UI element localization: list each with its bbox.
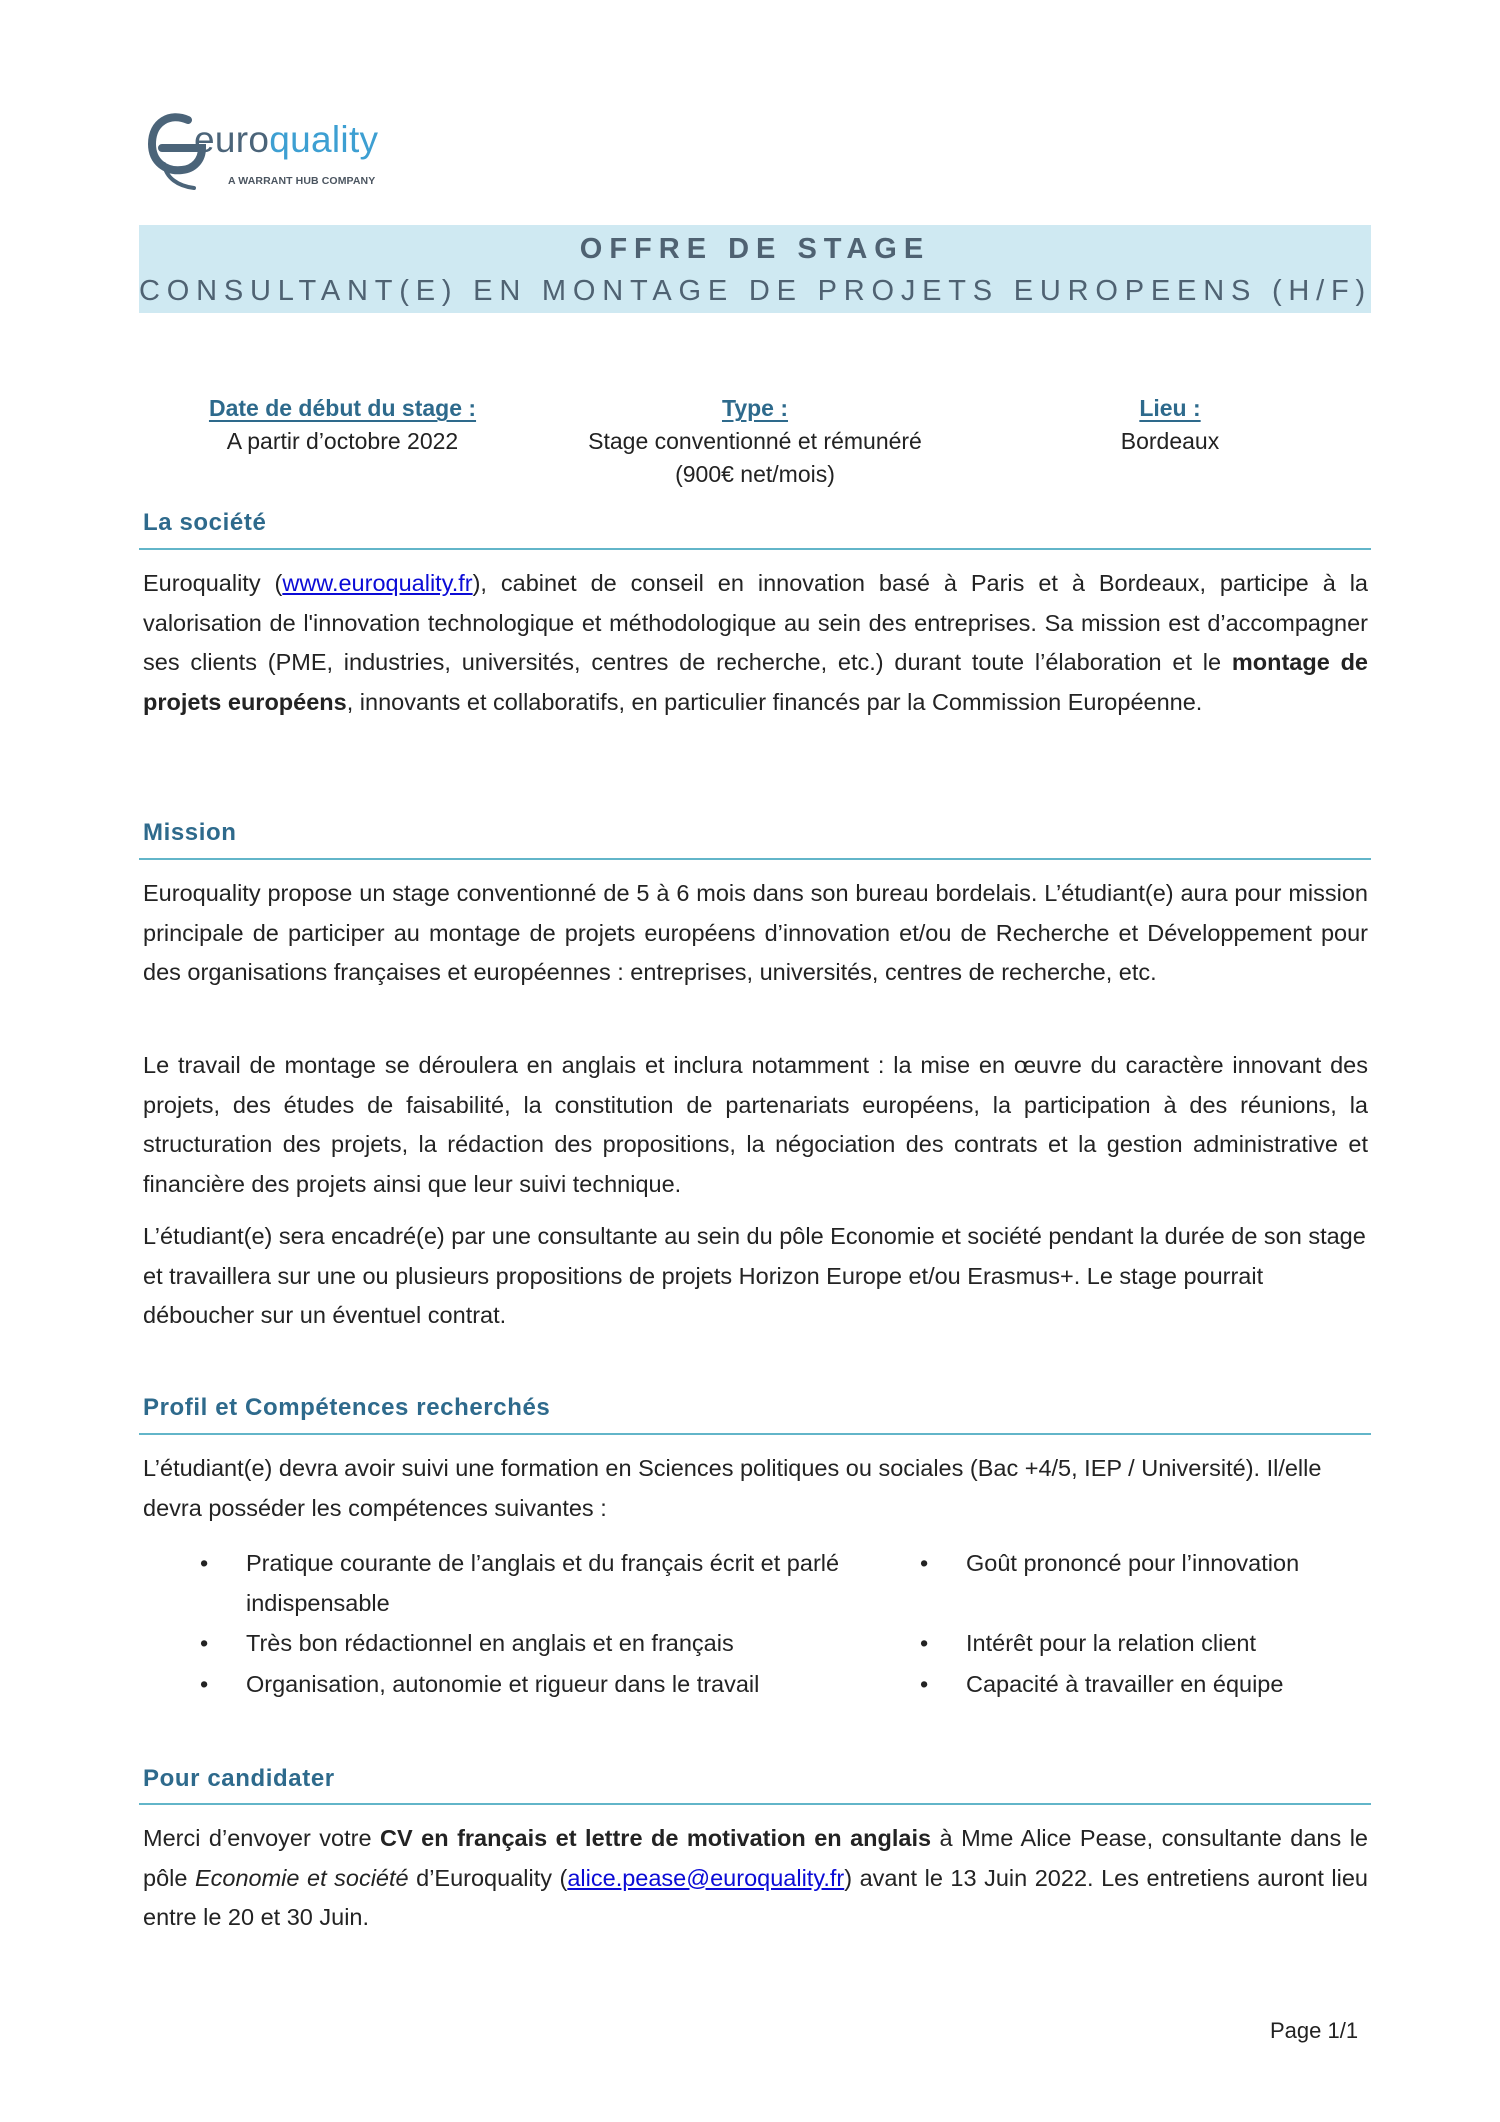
logo-quality-text: quality: [269, 119, 379, 160]
section-heading-societe: La société: [143, 509, 267, 536]
mission-paragraph-1: Euroquality propose un stage conventionné de 5 à 6 mois dans son bureau bordelais. L’étudiant(e) aura pour mission principale de participer au montage de projets européens d’innovation et/ou de Recherche et Développement pour des organisations françaises et européennes : entreprises, universités, centres de recherche, etc.: [143, 880, 1368, 985]
section-divider: [139, 548, 1371, 550]
bullet-icon: •: [920, 1550, 929, 1576]
website-link[interactable]: www.euroquality.fr: [282, 570, 473, 596]
text-run: , innovants et collaboratifs, en particulier financés par la Commission Européenne.: [346, 688, 1203, 715]
page-number: Page 1/1: [1270, 2018, 1359, 2043]
type-block: [545, 392, 965, 491]
italic-text: Economie et société: [194, 1864, 409, 1891]
offer-type-title: OFFRE DE STAGE: [579, 233, 931, 265]
location-block: [1040, 392, 1300, 458]
societe-paragraph: [143, 564, 1368, 722]
logo-wordmark: [194, 120, 378, 160]
section-heading-mission: Mission: [143, 819, 237, 846]
skill-text: Intérêt pour la relation client: [966, 1630, 1256, 1656]
location-value: Bordeaux: [1120, 428, 1220, 454]
salary-value: (900€ net/mois): [675, 461, 835, 487]
skill-text: Organisation, autonomie et rigueur dans le travail: [246, 1671, 760, 1697]
email-link[interactable]: alice.pease@euroquality.fr: [567, 1864, 845, 1891]
bullet-icon: •: [920, 1671, 929, 1697]
mission-paragraph-3: L’étudiant(e) sera encadré(e) par une consultante au sein du pôle Economie et société pendant la durée de son stage et travaillera sur une ou plusieurs propositions de projets Horizon Europe et/ou Erasmus+. Le stage pourrait déboucher sur un éventuel contrat.: [143, 1223, 1366, 1328]
text-run: ) avant le 13 Juin 2022. Les entretiens auront lieu entre le 20 et 30 Juin.: [143, 1864, 1368, 1930]
logo-tagline: A WARRANT HUB COMPANY: [228, 175, 376, 187]
text-run: à Mme Alice Pease, consultante dans le pôle: [143, 1825, 1368, 1891]
skill-text: Pratique courante de l’anglais et du français écrit et parlé indispensable: [246, 1550, 840, 1616]
type-label: Type :: [721, 395, 789, 421]
bold-text: montage de projets européens: [143, 649, 1368, 715]
type-value: Stage conventionné et rémunéré: [588, 428, 922, 454]
logo-euro-text: euro: [194, 119, 270, 160]
skills-list: [200, 1544, 1380, 1714]
text-run: d’Euroquality (: [408, 1864, 568, 1891]
text-run: Euroquality (: [143, 570, 283, 596]
skill-text: Capacité à travailler en équipe: [966, 1671, 1284, 1697]
start-date-block: [160, 392, 525, 458]
start-date-label: Date de début du stage :: [208, 395, 477, 421]
section-divider: [139, 858, 1371, 860]
bold-text: CV en français et lettre de motivation en anglais: [380, 1825, 932, 1851]
title-banner: [139, 225, 1371, 313]
text-run: ), cabinet de conseil en innovation basé à Paris et à Bordeaux, participe à la valorisation de l'innovation technologique et méthodologique au sein des entreprises. Sa mission est d’accompagner ses clients (PME, industries, universités, centres de recherche, etc.) durant toute l’élaboration et le: [143, 570, 1368, 675]
bullet-icon: •: [920, 1630, 929, 1656]
skill-text: Très bon rédactionnel en anglais et en français: [246, 1630, 734, 1656]
job-title: CONSULTANT(E) EN MONTAGE DE PROJETS EUROPEENS (H/F): [139, 275, 1372, 307]
section-divider: [139, 1433, 1371, 1435]
start-date-value: A partir d’octobre 2022: [226, 428, 459, 454]
skill-text: Goût prononcé pour l’innovation: [966, 1550, 1300, 1576]
profil-paragraph: L’étudiant(e) devra avoir suivi une formation en Sciences politiques ou sociales (Bac +4/5, IEP / Université). Il/elle devra posséder les compétences suivantes :: [143, 1455, 1322, 1521]
candidater-paragraph: [143, 1819, 1368, 1938]
section-divider: [139, 1803, 1371, 1805]
euroquality-logo: [148, 112, 398, 192]
bullet-icon: •: [200, 1671, 209, 1697]
bullet-icon: •: [200, 1550, 209, 1576]
bullet-icon: •: [200, 1630, 209, 1656]
section-heading-candidater: Pour candidater: [143, 1765, 335, 1792]
text-run: Merci d’envoyer votre: [143, 1825, 381, 1851]
location-label: Lieu :: [1139, 395, 1201, 421]
mission-paragraph-2: Le travail de montage se déroulera en anglais et inclura notamment : la mise en œuvre du caractère innovant des projets, des études de faisabilité, la constitution de partenariats européens, la participation à des réunions, la structuration des projets, la rédaction des propositions, la négociation des contrats et la gestion administrative et financière des projets ainsi que leur suivi technique.: [143, 1052, 1368, 1197]
section-heading-profil: Profil et Compétences recherchés: [143, 1394, 551, 1421]
